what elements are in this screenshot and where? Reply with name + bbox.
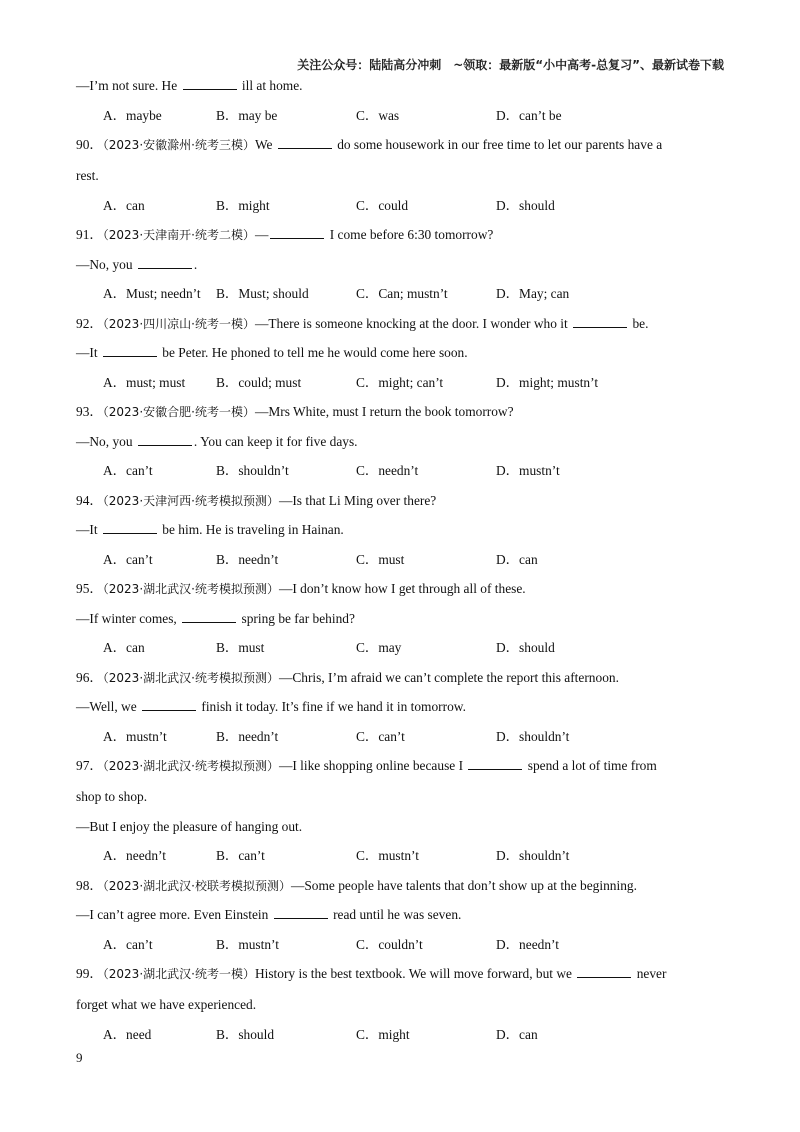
option-d: D．can’t be	[496, 107, 562, 123]
dialog-text: . You can keep it for five days.	[193, 433, 358, 449]
dialog-text: be him. He is traveling in Hainan.	[162, 522, 344, 537]
option-d: D．can	[496, 1026, 538, 1042]
dialog-text: —No, you	[76, 256, 133, 272]
question-93-line2	[76, 432, 726, 452]
question-number: 90．	[76, 137, 103, 152]
question-93-stem	[76, 402, 726, 422]
question-95-line2	[76, 609, 726, 629]
question-90-options	[76, 196, 726, 216]
option-b: B．can’t	[216, 848, 265, 863]
option-d: D．shouldn’t	[496, 848, 570, 863]
question-number: 92．	[76, 315, 103, 331]
question-97-stem-wrap: shop to shop.	[76, 789, 148, 804]
option-b: B．may be	[216, 107, 278, 123]
page-header: 关注公众号：陆陆高分冲刺 ~领取：最新版“小中高考-总复习”、最新试卷下载	[297, 58, 724, 72]
stem-text: History is the best textbook. We will move forward, but we	[254, 966, 572, 981]
option-c: C．may	[356, 640, 402, 655]
option-c: C．must	[356, 551, 405, 567]
question-list	[76, 76, 726, 1054]
dialog-text: —No, you	[76, 433, 133, 449]
answer-blank	[183, 77, 237, 90]
stem-text: spend a lot of time from	[527, 758, 657, 773]
option-c: C．could	[356, 197, 409, 213]
option-a: A．must; must	[103, 374, 186, 390]
option-b: B．shouldn’t	[216, 463, 289, 478]
question-97-options	[76, 846, 726, 866]
page-number: 9	[76, 1050, 83, 1065]
question-number: 94．	[76, 492, 103, 508]
option-b: B．needn’t	[216, 551, 279, 567]
question-94-stem	[76, 491, 726, 511]
question-number: 99．	[76, 966, 103, 981]
dialog-text: be Peter. He phoned to tell me he would come here soon.	[162, 345, 468, 360]
option-d: D．should	[496, 640, 555, 655]
question-95-stem	[76, 579, 726, 599]
option-a: A．maybe	[103, 107, 162, 123]
option-a: A．Must; needn’t	[103, 286, 201, 301]
dialog-text: —It	[76, 345, 98, 360]
answer-blank	[142, 698, 196, 711]
stem-text: —Is that Li Ming over there?	[278, 492, 437, 508]
question-95-options	[76, 638, 726, 658]
question-96-options	[76, 727, 726, 747]
stem-text: —I don’t know how I get through all of these.	[278, 581, 526, 596]
question-91-line2	[76, 255, 726, 275]
option-c: C．was	[356, 107, 400, 123]
question-source: （2023·湖北武汉·校联考模拟预测）	[102, 878, 291, 893]
question-number: 96．	[76, 669, 103, 685]
option-b: B．Must; should	[216, 286, 309, 301]
answer-blank	[577, 965, 631, 978]
option-c: C．might	[356, 1026, 410, 1042]
option-d: D．mustn’t	[496, 463, 560, 478]
option-d: D．May; can	[496, 286, 570, 301]
question-96-line2	[76, 697, 726, 717]
option-d: D．can	[496, 551, 538, 567]
question-91-stem	[76, 225, 726, 245]
option-d: D．should	[496, 197, 555, 213]
question-94-options	[76, 550, 726, 570]
stem-text: never	[636, 966, 667, 981]
question-92-stem	[76, 314, 726, 334]
question-number: 98．	[76, 877, 103, 893]
dialog-text: —If winter comes,	[76, 610, 177, 626]
stem-text: —Chris, I’m afraid we can’t complete the report this afternoon.	[278, 669, 619, 685]
answer-blank	[468, 757, 522, 770]
stem-text: I come before 6:30 tomorrow?	[329, 227, 494, 242]
question-98-stem	[76, 876, 726, 896]
question-source: （2023·湖北武汉·统考模拟预测）	[102, 759, 279, 773]
option-c: C．can’t	[356, 728, 405, 744]
question-source: （2023·湖北武汉·统考模拟预测）	[102, 670, 279, 685]
question-99-stem-wrap: forget what we have experienced.	[76, 997, 257, 1012]
option-a: A．can’t	[103, 936, 153, 952]
dialog-text: ill at home.	[241, 78, 303, 93]
question-92-line2	[76, 343, 726, 363]
option-c: C．needn’t	[356, 463, 419, 478]
option-a: A．can’t	[103, 463, 153, 478]
option-b: B．must	[216, 640, 265, 655]
dialog-text: .	[193, 256, 198, 272]
option-a: A．can	[103, 197, 145, 213]
question-97-stem	[76, 756, 726, 776]
question-99-stem	[76, 964, 726, 984]
option-b: B．might	[216, 197, 270, 213]
question-number: 97．	[76, 758, 103, 773]
question-90-stem	[76, 135, 726, 155]
option-c: C．couldn’t	[356, 936, 423, 952]
option-b: B．could; must	[216, 374, 302, 390]
question-source: （2023·四川凉山·统考一模）	[102, 316, 255, 331]
option-a: A．can’t	[103, 551, 153, 567]
question-number: 91．	[76, 227, 103, 242]
stem-text: We	[254, 137, 273, 152]
question-93-options	[76, 461, 726, 481]
dialog-text: —I can’t agree more. Even Einstein	[76, 907, 269, 922]
option-b: B．should	[216, 1026, 275, 1042]
option-b: B．mustn’t	[216, 936, 279, 952]
answer-blank	[274, 906, 328, 919]
option-d: D．might; mustn’t	[496, 374, 599, 390]
answer-blank	[103, 521, 157, 534]
answer-blank	[270, 226, 324, 239]
question-92-options	[76, 373, 726, 393]
option-d: D．shouldn’t	[496, 728, 570, 744]
question-98-options	[76, 935, 726, 955]
option-a: A．can	[103, 640, 145, 655]
question-source: （2023·安徽滁州·统考三模）	[102, 138, 255, 152]
option-c: C．mustn’t	[356, 848, 419, 863]
question-97-line3: —But I enjoy the pleasure of hanging out.	[76, 818, 303, 834]
question-number: 95．	[76, 581, 103, 596]
answer-blank	[138, 433, 192, 446]
option-a: A．need	[103, 1026, 152, 1042]
answer-blank	[103, 344, 157, 357]
dialog-text: finish it today. It’s fine if we hand it in tomorrow.	[201, 699, 466, 714]
question-source: （2023·湖北武汉·统考一模）	[102, 967, 255, 981]
question-89-options	[76, 106, 726, 126]
question-source: （2023·安徽合肥·统考一模）	[102, 405, 255, 419]
question-90-stem-wrap: rest.	[76, 168, 99, 183]
dialog-text: spring be far behind?	[241, 610, 355, 626]
dialog-text: read until he was seven.	[333, 907, 462, 922]
option-b: B．needn’t	[216, 728, 279, 744]
question-89-line	[76, 76, 726, 96]
stem-text: —There is someone knocking at the door. I wonder who it	[254, 315, 568, 331]
question-source: （2023·天津南开·统考二模）	[102, 228, 255, 242]
option-c: C．Can; mustn’t	[356, 286, 448, 301]
stem-text: —	[254, 227, 269, 242]
stem-text: —I like shopping online because I	[278, 758, 464, 773]
answer-blank	[182, 610, 236, 623]
answer-blank	[138, 256, 192, 269]
dialog-text: —It	[76, 522, 98, 537]
option-a: A．mustn’t	[103, 728, 167, 744]
question-number: 93．	[76, 404, 103, 419]
stem-text: —Mrs White, must I return the book tomorrow?	[254, 404, 514, 419]
question-source: （2023·湖北武汉·统考模拟预测）	[102, 582, 279, 596]
answer-blank	[573, 315, 627, 328]
dialog-text: —I’m not sure. He	[76, 78, 178, 93]
option-a: A．needn’t	[103, 848, 166, 863]
option-c: C．might; can’t	[356, 374, 444, 390]
question-98-line2	[76, 905, 726, 925]
question-99-options	[76, 1025, 726, 1045]
question-source: （2023·天津河西·统考模拟预测）	[102, 493, 279, 508]
stem-text: be.	[632, 315, 649, 331]
question-96-stem	[76, 668, 726, 688]
answer-blank	[278, 136, 332, 149]
option-d: D．needn’t	[496, 936, 559, 952]
question-91-options	[76, 284, 726, 304]
question-94-line2	[76, 520, 726, 540]
dialog-text: —Well, we	[76, 699, 137, 714]
stem-text: —Some people have talents that don’t show up at the beginning.	[290, 877, 637, 893]
stem-text: do some housework in our free time to let our parents have a	[337, 137, 663, 152]
